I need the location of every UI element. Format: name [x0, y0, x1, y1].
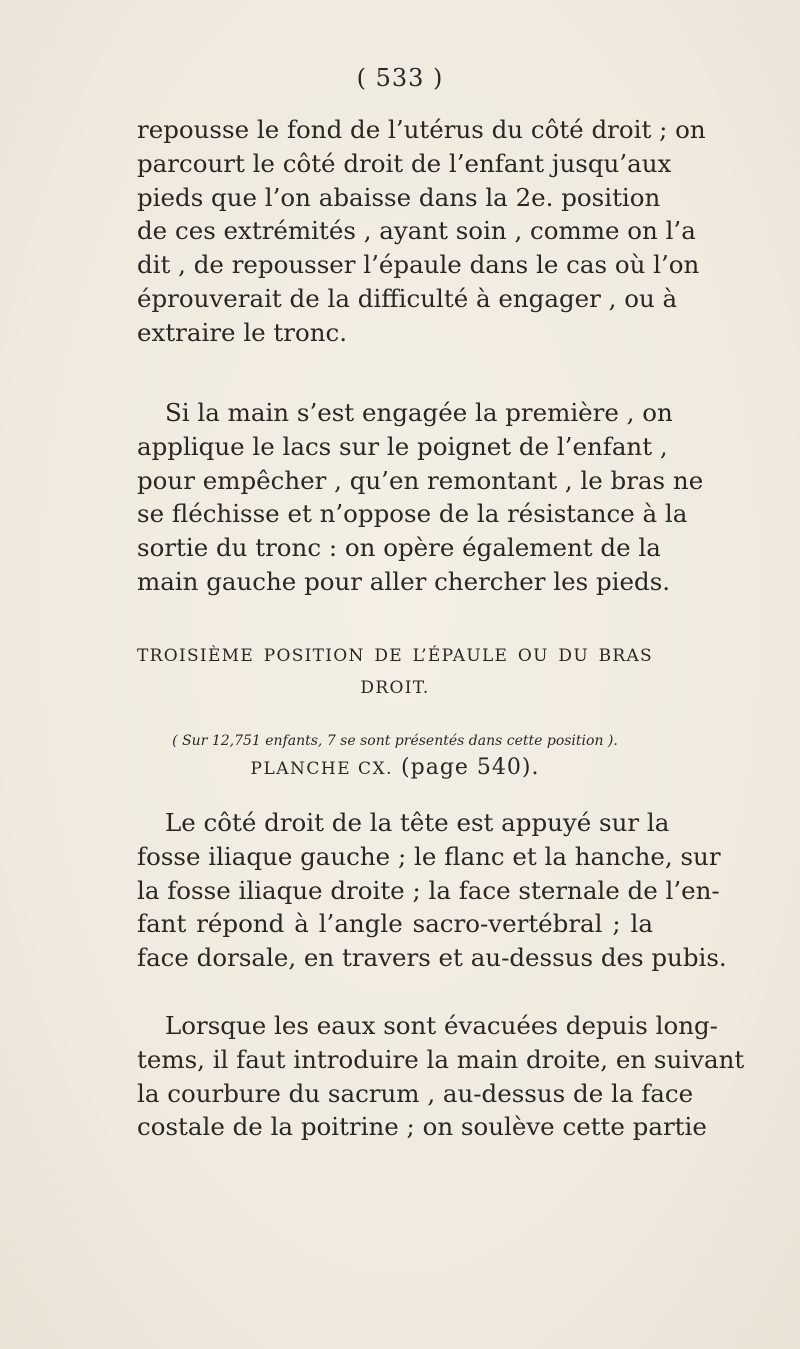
heading-line: TROISIÈME POSITION DE L’ÉPAULE OU DU BRAS [137, 646, 653, 666]
text-line: extraire le tronc. [137, 317, 348, 347]
text-line: de ces extrémités , ayant soin , comme on l’a [137, 216, 696, 246]
text-line: parcourt le côté droit de l’enfant jusqu’aux [137, 148, 672, 178]
paragraph-4 [137, 1009, 745, 1144]
paragraph-2 [137, 396, 704, 599]
statistics-note: ( Sur 12,751 enfants, 7 se sont présentés dans cette position ). [172, 733, 618, 749]
text-line: pieds que l’on abaisse dans la 2e. position [137, 182, 661, 212]
text-line: la courbure du sacrum , au-dessus de la face [137, 1078, 694, 1108]
text-line: Le côté droit de la tête est appuyé sur la [165, 808, 670, 837]
paragraph-1 [137, 113, 706, 350]
text-line: pour empêcher , qu’en remontant , le bras ne [137, 465, 704, 495]
text-line: fosse iliaque gauche ; le flanc et la hanche, sur [137, 841, 721, 871]
text-line: se fléchisse et n’oppose de la résistance à la [137, 499, 688, 529]
text-line: costale de la poitrine ; on soulève cette partie [137, 1112, 707, 1142]
heading-line: DROIT. [360, 678, 430, 698]
text-line: repousse le fond de l’utérus du côté droit ; on [137, 115, 706, 144]
text-line: sortie du tronc : on opère également de la [137, 533, 661, 563]
plate-label: PLANCHE CX. [250, 759, 394, 779]
text-line: dit , de repousser l’épaule dans le cas où l’on [137, 250, 700, 280]
plate-page: (page 540). [401, 755, 540, 780]
text-line: applique le lacs sur le poignet de l’enfant , [137, 431, 668, 461]
text-line: éprouverait de la difficulté à engager , ou à [137, 283, 678, 313]
text-line: fant répond à l’angle sacro-vertébral ; la [137, 909, 653, 939]
text-line: main gauche pour aller chercher les pieds. [137, 566, 671, 596]
text-line: Lorsque les eaux sont évacuées depuis long- [165, 1011, 718, 1040]
section-heading [137, 640, 653, 704]
text-line: tems, il faut introduire la main droite, en suivant [137, 1044, 745, 1074]
paragraph-3 [137, 806, 727, 975]
plate-reference [137, 755, 653, 780]
text-line: face dorsale, en travers et au-dessus des pubis. [137, 943, 727, 973]
text-line: la fosse iliaque droite ; la face sternale de l’en- [137, 875, 720, 905]
text-line: Si la main s’est engagée la première , on [165, 398, 673, 427]
page-number: ( 533 ) [356, 64, 444, 92]
